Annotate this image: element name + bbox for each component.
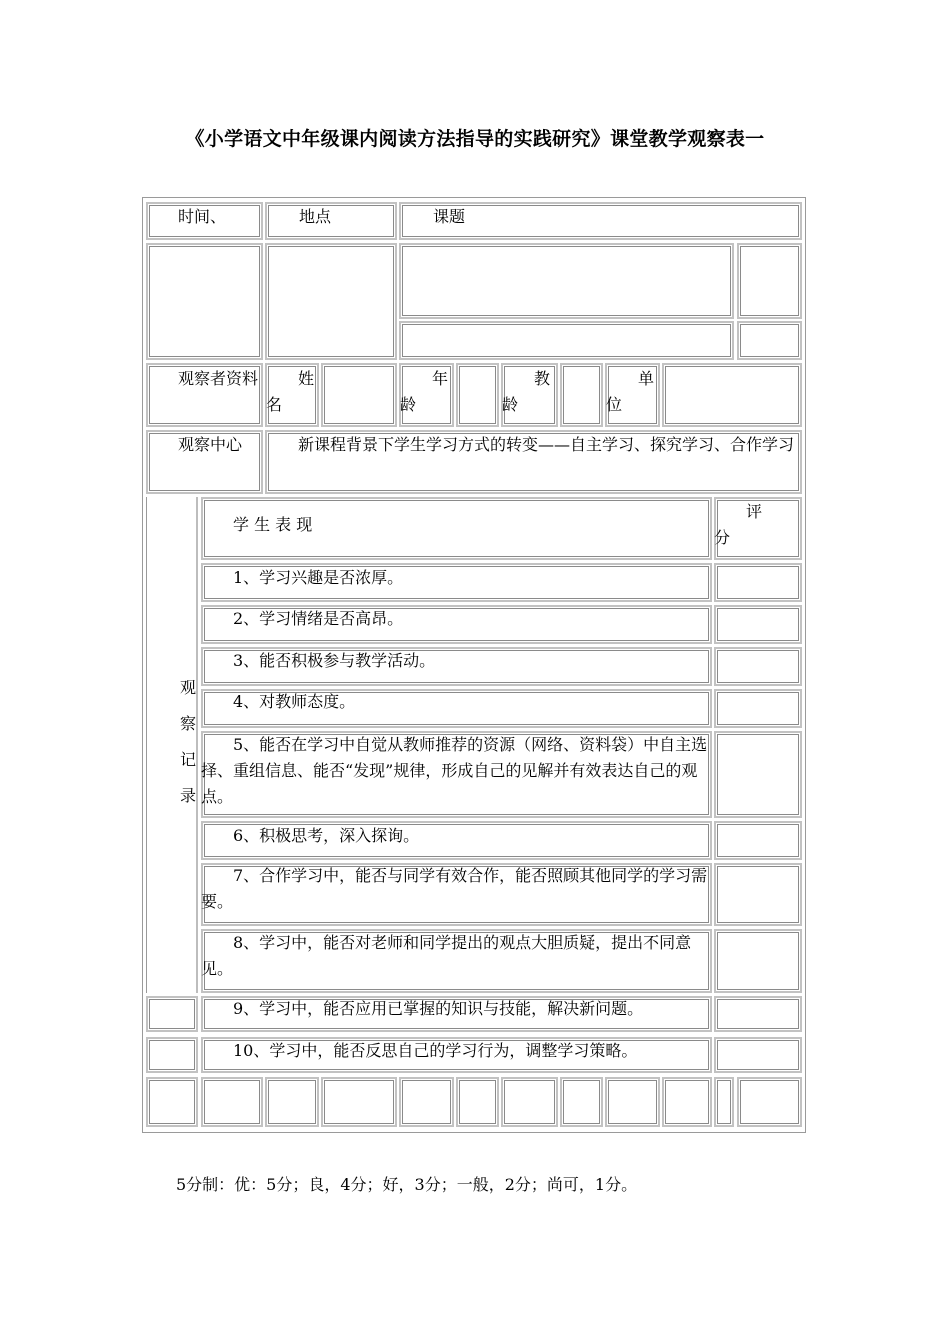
bottom-blank-cell[interactable] [605,1077,660,1127]
item-text: 7、合作学习中，能否与同学有效合作，能否照顾其他同学的学习需要。 [201,866,708,911]
score-cell[interactable] [714,647,802,686]
item-text: 2、学习情绪是否高昂。 [233,609,404,628]
unit-value-cell[interactable] [662,363,802,427]
record-label-char: 记 [179,750,196,769]
score-cell[interactable] [714,605,802,644]
topic-value-cell-2[interactable] [399,321,734,360]
score-header: 评分 [714,502,763,547]
score-cell[interactable] [714,689,802,728]
bottom-blank-cell[interactable] [321,1077,397,1127]
bottom-blank-cell[interactable] [714,1077,734,1127]
observer-label: 观察者资料 [178,369,259,388]
item-text: 9、学习中，能否应用已掌握的知识与技能，解决新问题。 [233,999,644,1018]
focus-text: 新课程背景下学生学习方式的转变——自主学习、探究学习、合作学习 [298,435,795,454]
bottom-blank-cell[interactable] [399,1077,454,1127]
age-label: 年龄 [400,369,449,414]
score-cell[interactable] [714,1037,802,1073]
page-title: 《小学语文中年级课内阅读方法指导的实践研究》课堂教学观察表一 [185,128,765,150]
bottom-blank-cell[interactable] [201,1077,263,1127]
bottom-blank-cell[interactable] [146,1077,198,1127]
topic-value-cell[interactable] [399,243,734,319]
teaching-age-value-cell[interactable] [560,363,603,427]
name-value-cell[interactable] [321,363,397,427]
performance-header: 学 生 表 现 [233,515,313,534]
age-value-cell[interactable] [456,363,499,427]
item-text: 6、积极思考，深入探询。 [233,826,420,845]
topic-label: 课题 [433,207,466,226]
bottom-blank-cell[interactable] [265,1077,319,1127]
score-cell[interactable] [714,731,802,818]
place-label: 地点 [299,207,332,226]
bottom-blank-cell[interactable] [456,1077,499,1127]
topic-extra-cell[interactable] [737,243,802,319]
record-label-cell-10 [146,1037,198,1073]
bottom-blank-cell[interactable] [560,1077,603,1127]
unit-label: 单位 [606,369,655,414]
score-cell[interactable] [714,863,802,926]
item-text: 4、对教师态度。 [233,692,356,711]
scoring-note: 5分制：优：5分；良，4分；好，3分；一般，2分；尚可，1分。 [176,1175,638,1194]
score-cell[interactable] [714,563,802,602]
focus-label: 观察中心 [178,435,243,454]
time-label: 时间、 [178,207,227,226]
item-text: 10、学习中，能否反思自己的学习行为，调整学习策略。 [233,1041,638,1060]
name-label: 姓名 [266,369,315,414]
item-text: 1、学习兴趣是否浓厚。 [233,568,404,587]
record-label-char: 观 [179,678,196,697]
item-text: 3、能否积极参与教学活动。 [233,651,436,670]
item-text: 5、能否在学习中自觉从教师推荐的资源（网络、资料袋）中自主选择、重组信息、能否“发现”规律，形成自己的见解并有效表达自己的观点。 [201,735,708,806]
score-cell[interactable] [714,996,802,1032]
record-label [176,670,200,814]
score-cell[interactable] [714,929,802,993]
bottom-blank-cell[interactable] [501,1077,558,1127]
record-label-char: 录 [179,786,196,805]
record-label-char: 察 [179,714,196,733]
place-value-cell[interactable] [265,243,397,360]
record-label-cell-9 [146,996,198,1032]
teaching-age-label: 教龄 [502,369,551,414]
topic-extra-cell-2[interactable] [737,321,802,360]
item-text: 8、学习中，能否对老师和同学提出的观点大胆质疑，提出不同意见。 [201,933,692,978]
score-cell[interactable] [714,821,802,860]
bottom-blank-cell[interactable] [737,1077,802,1127]
bottom-blank-cell[interactable] [662,1077,712,1127]
time-value-cell[interactable] [146,243,263,360]
